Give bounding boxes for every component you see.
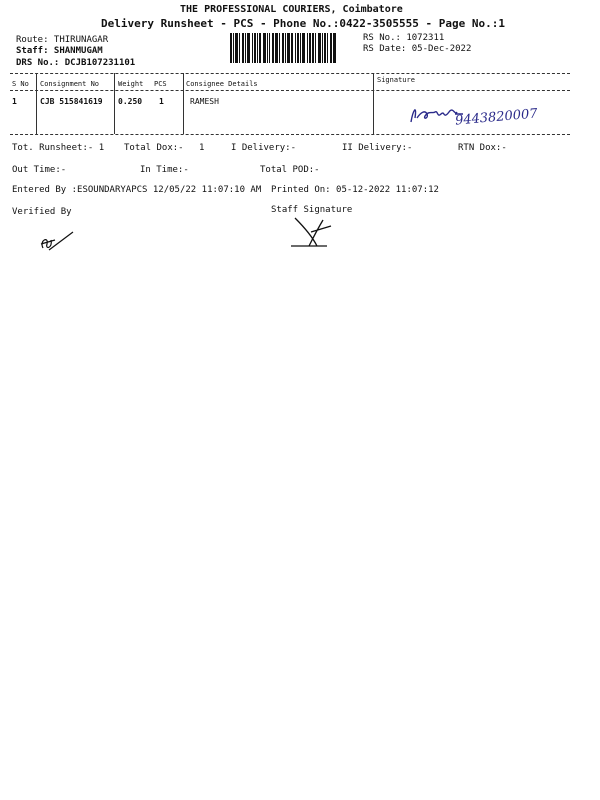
first-delivery: I Delivery:- xyxy=(231,143,297,153)
verified-by-label: Verified By xyxy=(12,207,72,217)
col-divider xyxy=(183,73,184,134)
rtn-dox: RTN Dox:- xyxy=(458,143,507,153)
col-header-consignee: Consignee Details xyxy=(186,80,258,88)
rs-number: RS No.: 1072311 xyxy=(363,33,445,43)
runsheet-barcode xyxy=(230,33,355,63)
runsheet-title: Delivery Runsheet - PCS - Phone No.:0422-3505555 - Page No.:1 xyxy=(101,17,505,30)
row-sno: 1 xyxy=(12,97,17,106)
col-divider xyxy=(36,73,37,134)
col-header-pcs: PCS xyxy=(154,80,167,88)
second-delivery: II Delivery:- xyxy=(342,143,413,153)
entered-by: Entered By :ESOUNDARYAPCS 12/05/22 11:07:10 AM xyxy=(12,185,262,195)
rs-date: RS Date: 05-Dec-2022 xyxy=(363,44,472,54)
col-divider xyxy=(114,73,115,134)
printed-on: Printed On: 05-12-2022 11:07:12 xyxy=(271,185,439,195)
table-bottom-rule xyxy=(10,134,570,135)
total-pod: Total POD:- xyxy=(260,165,320,175)
row-weight: 0.250 xyxy=(118,97,143,106)
col-header-weight: Weight xyxy=(118,80,144,88)
row-consignment-no: CJB 515841619 xyxy=(40,97,103,106)
in-time: In Time:- xyxy=(140,165,189,175)
verifier-signature xyxy=(35,228,80,258)
col-header-consignment: Consignment No xyxy=(40,80,100,88)
col-header-signature: Signature xyxy=(377,76,415,84)
total-dox-value: 1 xyxy=(199,143,205,153)
handwritten-phone: 9443820007 xyxy=(454,106,539,129)
drs-number: DRS No.: DCJB107231101 xyxy=(16,58,136,68)
staff-signature xyxy=(287,212,337,252)
staff-signature-label: Staff Signature xyxy=(271,205,353,215)
route-label: Route: THIRUNAGAR xyxy=(16,35,109,45)
row-pcs: 1 xyxy=(159,97,164,106)
table-header-rule xyxy=(10,90,570,91)
table-top-rule xyxy=(10,73,570,74)
out-time: Out Time:- xyxy=(12,165,67,175)
company-title: THE PROFESSIONAL COURIERS, Coimbatore xyxy=(180,4,403,15)
col-header-sno: S No xyxy=(12,80,29,88)
row-consignee: RAMESH xyxy=(190,97,219,106)
total-runsheet: Tot. Runsheet:- 1 xyxy=(12,143,105,153)
staff-label: Staff: SHANMUGAM xyxy=(16,46,103,56)
total-dox-label: Total Dox:- xyxy=(124,143,184,153)
col-divider xyxy=(373,73,374,134)
